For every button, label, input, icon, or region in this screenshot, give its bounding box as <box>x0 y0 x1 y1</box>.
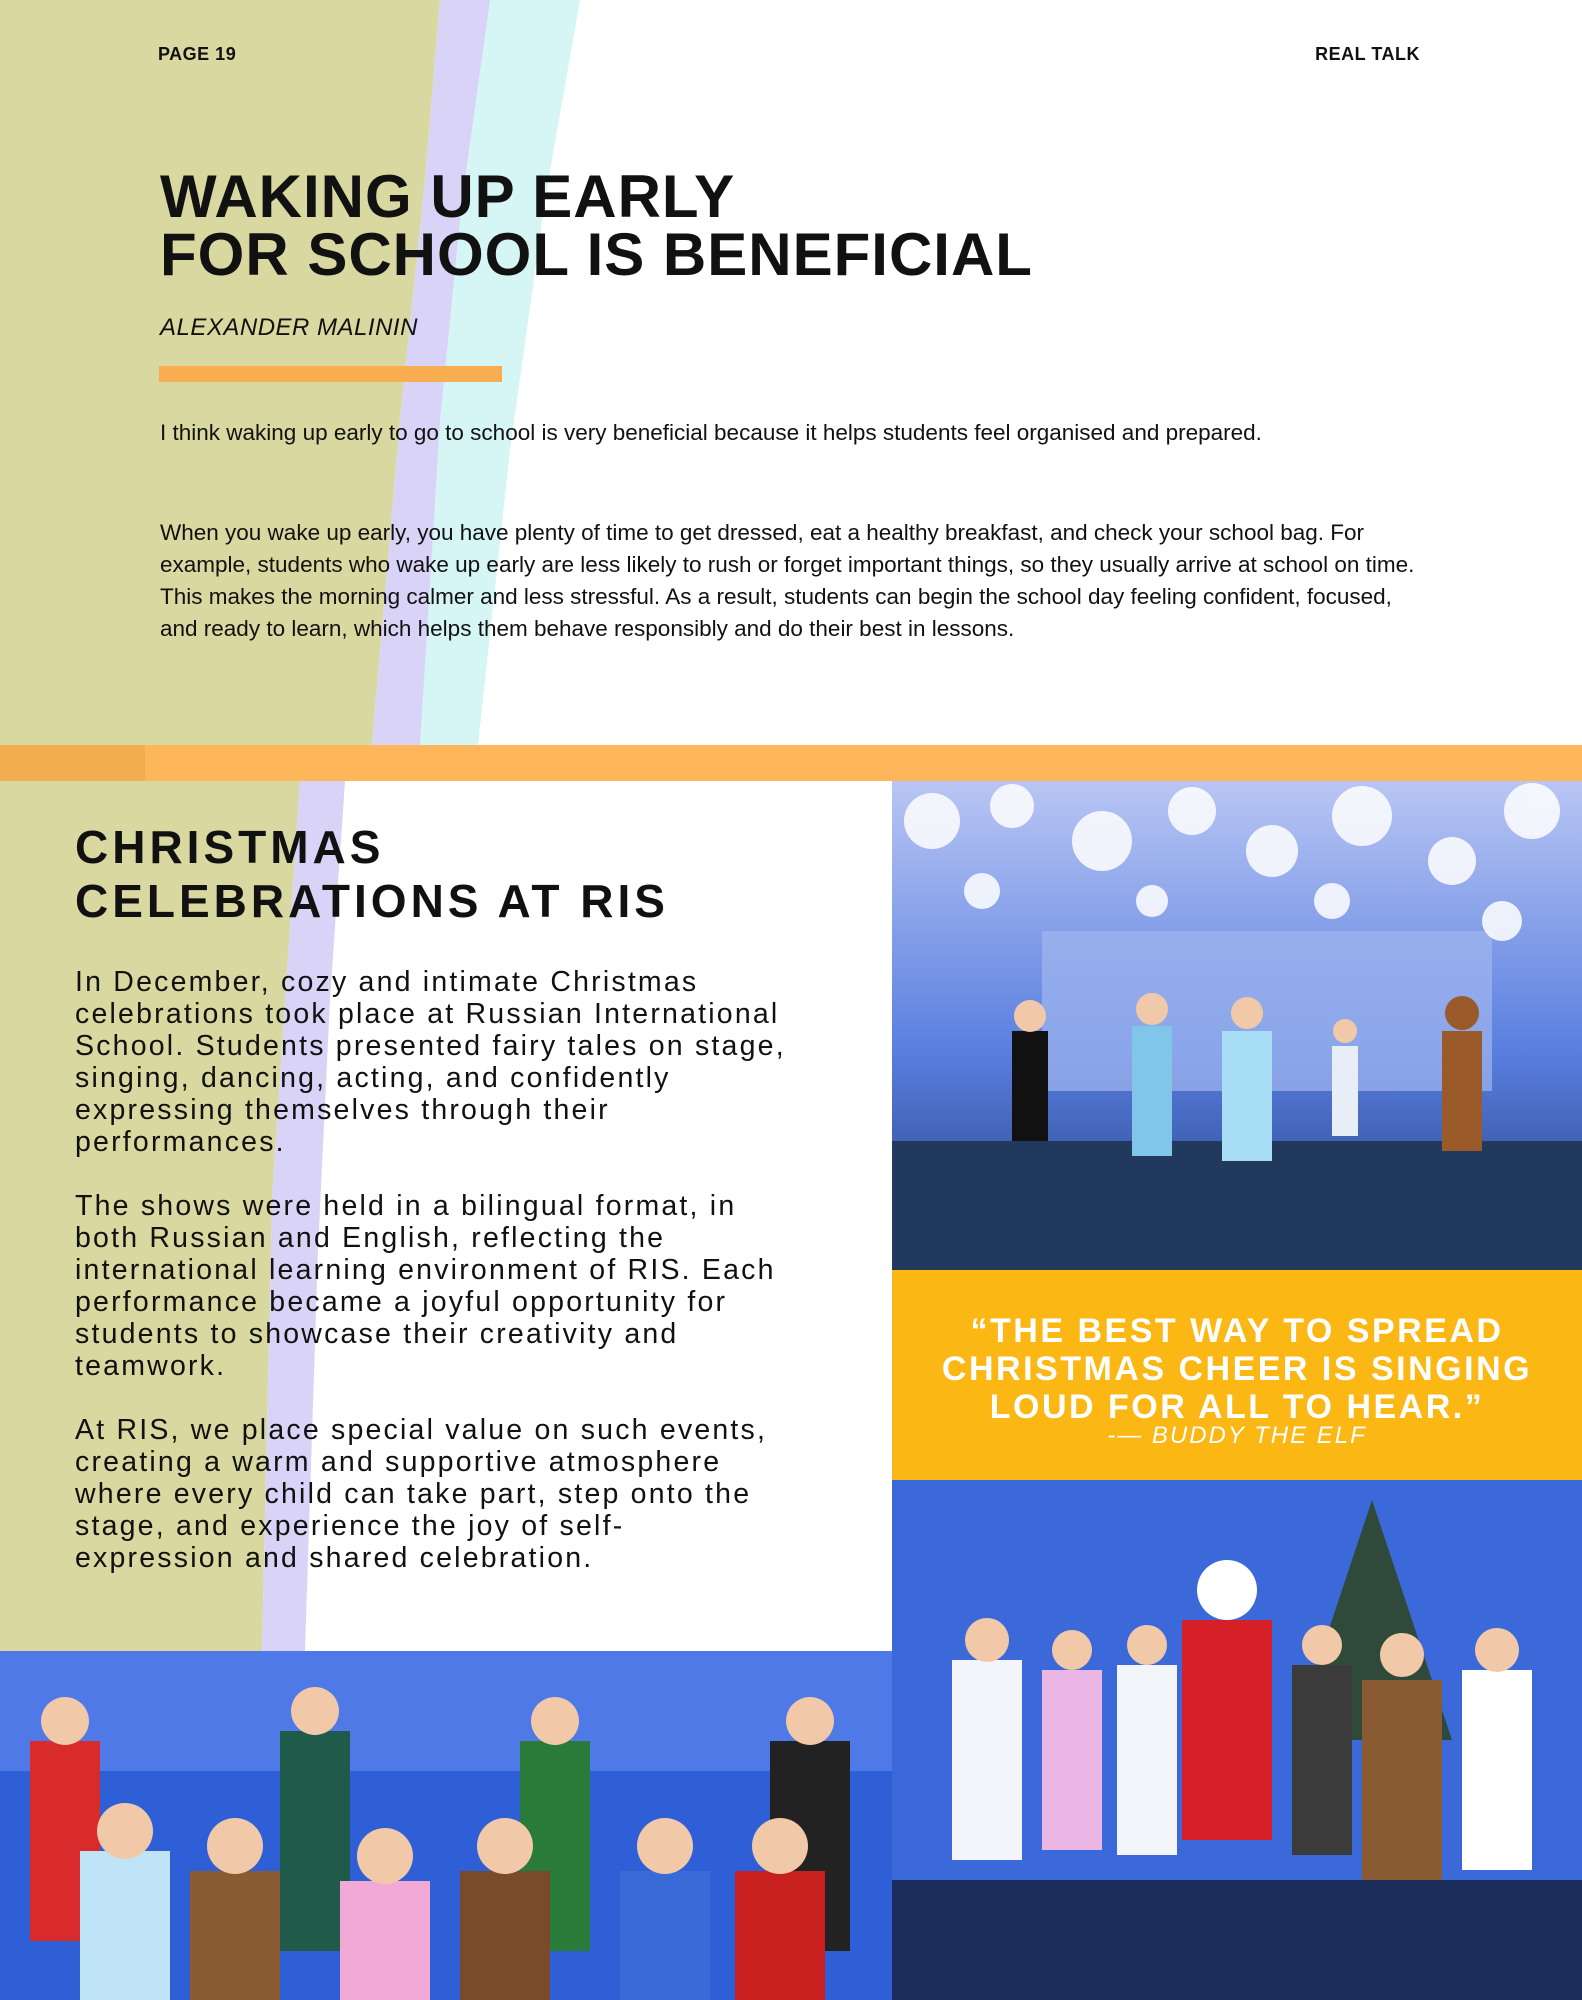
quote-text: “THE BEST WAY TO SPREAD CHRISTMAS CHEER IS SINGING LOUD FOR ALL TO HEAR.” <box>941 1312 1533 1426</box>
quote-author: -— BUDDY THE ELF <box>1107 1422 1367 1449</box>
christmas-paragraph-3: At RIS, we place special value on such events, creating a warm and supportive atmosphere where every child can take part, step onto the stage, and experience the joy of self-expression and shared celebration. <box>75 1414 768 1574</box>
quote-box <box>892 1270 1582 1480</box>
article-title-line1: WAKING UP EARLY <box>160 163 736 230</box>
section-label: REAL TALK <box>1315 44 1420 64</box>
page-number: PAGE 19 <box>158 44 237 64</box>
christmas-title <box>75 820 669 928</box>
christmas-title-line1: CHRISTMAS <box>75 821 385 873</box>
article-author: ALEXANDER MALININ <box>160 314 418 341</box>
christmas-title-line2: CELEBRATIONS AT RIS <box>75 875 669 927</box>
article-paragraph-2: When you wake up early, you have plenty of time to get dressed, eat a healthy breakfast, and check your school bag. For example, students who wake up early are less likely to rush or forget important things, so they usually arrive at school on time. This makes the morning calmer and less stressful. As a result, students can begin the school day feeling confident, focused, and ready to learn, which helps them behave responsibly and do their best in lessons. <box>160 520 1415 641</box>
christmas-paragraph-1: In December, cozy and intimate Christmas celebrations took place at Russian International School. Students presented fairy tales on stage, singing, dancing, acting, and confidently expressing themselves through their performances. <box>75 966 786 1158</box>
article-paragraph-1: I think waking up early to go to school is very beneficial because it helps students feel organised and prepared. <box>160 420 1262 445</box>
santa-group-photo <box>892 1480 1582 2000</box>
christmas-paragraph-2: The shows were held in a bilingual format, in both Russian and English, reflecting the international learning environment of RIS. Each performance became a joyful opportunity for students to showcase their creativity and teamwork. <box>75 1190 776 1382</box>
divider-band <box>0 745 1582 781</box>
article-title <box>160 163 1160 288</box>
children-on-stage-photo <box>0 1651 892 2000</box>
article-title-line2: FOR SCHOOL IS BENEFICIAL <box>160 221 1033 288</box>
divider-band-left <box>0 745 145 781</box>
stage-performance-photo <box>892 781 1582 1270</box>
accent-bar <box>159 366 502 382</box>
